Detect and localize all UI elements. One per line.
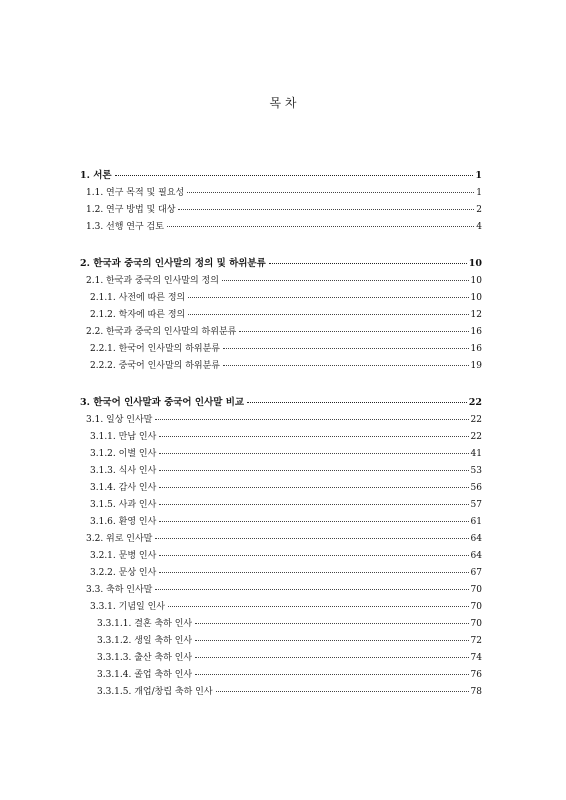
toc-entry-page: 70 (470, 602, 482, 612)
toc-entry-3-2-1[interactable] (90, 550, 482, 562)
toc-entry-3-1[interactable] (86, 414, 482, 426)
toc-entry-label: 3.1.5. 사과 인사 (90, 500, 157, 510)
toc-entry-label: 3.3.1.1. 결혼 축하 인사 (97, 619, 193, 629)
toc-entry-label: 3.1.2. 이별 인사 (90, 449, 157, 459)
dot-leader (167, 226, 474, 227)
toc-entry-label: 1.3. 선행 연구 검토 (86, 222, 164, 232)
toc-entry-label: 3.3.1.3. 출산 축하 인사 (97, 653, 193, 663)
toc-entry-page: 61 (470, 517, 482, 527)
toc-entry-page: 22 (470, 432, 482, 442)
toc-entry-3-1-1[interactable] (90, 431, 482, 443)
toc-entry-label: 3.1.3. 식사 인사 (90, 466, 157, 476)
toc-title: 목 차 (269, 96, 297, 110)
toc-entry-3[interactable] (80, 397, 482, 409)
toc-entry-label: 2.1. 한국과 중국의 인사말의 정의 (86, 276, 219, 286)
dot-leader (155, 589, 468, 590)
dot-leader (195, 623, 468, 624)
dot-leader (155, 419, 468, 420)
toc-entry-page: 76 (470, 670, 482, 680)
toc-entry-page: 19 (470, 361, 482, 371)
toc-entry-label: 2.2.1. 한국어 인사말의 하위분류 (90, 344, 220, 354)
dot-leader (223, 348, 469, 349)
toc-entry-label: 3.3.1.2. 생일 축하 인사 (97, 636, 193, 646)
dot-leader (269, 263, 467, 264)
dot-leader (195, 674, 468, 675)
toc-entry-page: 41 (470, 449, 482, 459)
toc-entry-label: 1.2. 연구 방법 및 대상 (86, 205, 176, 215)
toc-entry-3-1-6[interactable] (90, 516, 482, 528)
toc-entry-page: 57 (470, 500, 482, 510)
toc-entry-3-1-4[interactable] (90, 482, 482, 494)
toc-entry-page: 67 (470, 568, 482, 578)
dot-leader (195, 657, 468, 658)
toc-entry-label: 2.2.2. 중국어 인사말의 하위분류 (90, 361, 220, 371)
dot-leader (159, 521, 468, 522)
dot-leader (159, 572, 468, 573)
toc-entry-page: 22 (468, 397, 482, 408)
toc-entry-page: 78 (470, 687, 482, 697)
toc-entry-3-1-3[interactable] (90, 465, 482, 477)
dot-leader (159, 453, 468, 454)
toc-entry-2-2-1[interactable] (90, 343, 482, 355)
toc-entry-3-3-1-4[interactable] (97, 669, 482, 681)
toc-entry-label: 1. 서론 (80, 170, 112, 181)
toc-entry-label: 3.3.1.5. 개업/창립 축하 인사 (97, 687, 213, 697)
toc-entry-page: 64 (470, 534, 482, 544)
toc-entry-page: 70 (470, 619, 482, 629)
toc-entry-label: 2.1.2. 학자에 따른 정의 (90, 310, 186, 320)
toc-entry-3-3-1-2[interactable] (97, 635, 482, 647)
dot-leader (188, 297, 468, 298)
toc-entry-3-2[interactable] (86, 533, 482, 545)
dot-leader (159, 555, 468, 556)
dot-leader (178, 209, 474, 210)
toc-entry-label: 3.3.1.4. 졸업 축하 인사 (97, 670, 193, 680)
toc-entry-2-1-2[interactable] (90, 309, 482, 321)
toc-entry-page: 64 (470, 551, 482, 561)
dot-leader (223, 365, 469, 366)
toc-entry-3-1-2[interactable] (90, 448, 482, 460)
toc-entry-label: 3.2. 위로 인사말 (86, 534, 153, 544)
dot-leader (168, 606, 469, 607)
toc-entry-page: 12 (470, 310, 482, 320)
dot-leader (222, 280, 469, 281)
dot-leader (195, 640, 468, 641)
toc-entry-page: 56 (470, 483, 482, 493)
toc-entry-3-3-1-5[interactable] (97, 686, 482, 698)
toc-entry-page: 10 (468, 258, 482, 269)
toc-entry-label: 3.3. 축하 인사말 (86, 585, 153, 595)
toc-entry-3-3[interactable] (86, 584, 482, 596)
toc-entry-1-3[interactable] (86, 221, 482, 233)
dot-leader (188, 314, 468, 315)
toc-entry-page: 10 (470, 293, 482, 303)
toc-entry-label: 2.1.1. 사전에 따른 정의 (90, 293, 186, 303)
toc-entry-page: 72 (470, 636, 482, 646)
toc-entry-1-2[interactable] (86, 204, 482, 216)
toc-entry-1[interactable] (80, 170, 482, 182)
toc-entry-page: 2 (476, 205, 482, 215)
toc-entry-label: 3.1.4. 감사 인사 (90, 483, 157, 493)
dot-leader (115, 175, 474, 176)
dot-leader (216, 691, 469, 692)
toc-entry-2-1[interactable] (86, 275, 482, 287)
toc-entry-label: 3.1. 일상 인사말 (86, 415, 153, 425)
toc-entry-1-1[interactable] (86, 187, 482, 199)
toc-entry-label: 2. 한국과 중국의 인사말의 정의 및 하위분류 (80, 258, 266, 269)
toc-entry-3-3-1-1[interactable] (97, 618, 482, 630)
toc-entry-page: 16 (470, 344, 482, 354)
toc-entry-label: 3.1.1. 만남 인사 (90, 432, 157, 442)
toc-entry-3-3-1-3[interactable] (97, 652, 482, 664)
toc-entry-2-2[interactable] (86, 326, 482, 338)
toc-entry-page: 10 (470, 276, 482, 286)
toc-entry-label: 1.1. 연구 목적 및 필요성 (86, 188, 185, 198)
toc-entry-2[interactable] (80, 258, 482, 270)
toc-entry-2-2-2[interactable] (90, 360, 482, 372)
toc-entry-label: 3. 한국어 인사말과 중국어 인사말 비교 (80, 397, 245, 408)
toc-entry-label: 3.2.1. 문병 인사 (90, 551, 157, 561)
toc-entry-label: 2.2. 한국과 중국의 인사말의 하위분류 (86, 327, 237, 337)
dot-leader (159, 436, 468, 437)
toc-entry-page: 70 (470, 585, 482, 595)
toc-entry-page: 16 (470, 327, 482, 337)
toc-entry-label: 3.2.2. 문상 인사 (90, 568, 157, 578)
toc-entry-2-1-1[interactable] (90, 292, 482, 304)
toc-entry-label: 3.3.1. 기념일 인사 (90, 602, 165, 612)
toc-entry-page: 4 (476, 222, 482, 232)
toc-entry-label: 3.1.6. 환영 인사 (90, 517, 157, 527)
toc-entry-page: 74 (470, 653, 482, 663)
toc-entry-page: 53 (470, 466, 482, 476)
dot-leader (159, 470, 468, 471)
toc-entry-3-1-5[interactable] (90, 499, 482, 511)
dot-leader (155, 538, 468, 539)
dot-leader (247, 402, 467, 403)
dot-leader (239, 331, 468, 332)
dot-leader (187, 192, 474, 193)
dot-leader (159, 504, 468, 505)
toc-entry-3-2-2[interactable] (90, 567, 482, 579)
dot-leader (159, 487, 468, 488)
toc-entry-3-3-1[interactable] (90, 601, 482, 613)
toc-entry-page: 1 (476, 188, 482, 198)
toc-entry-page: 1 (475, 170, 482, 181)
toc-entry-page: 22 (470, 415, 482, 425)
